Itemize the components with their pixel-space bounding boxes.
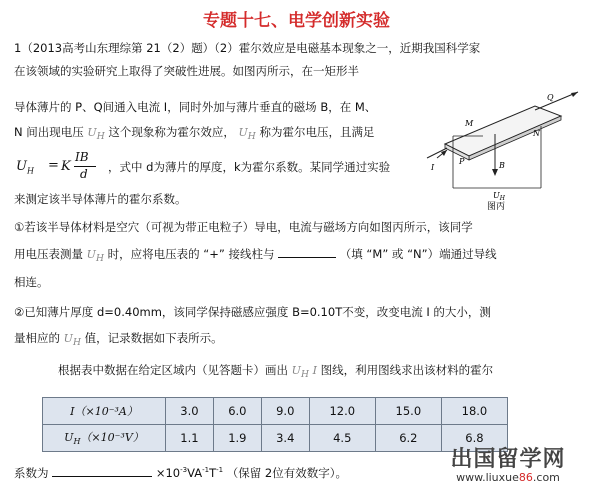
problem-line-11 [14, 330, 223, 351]
uh-symbol-5: $U_H$ [291, 364, 309, 381]
lead-q [535, 92, 578, 110]
problem-line-12 [58, 362, 493, 383]
figure-caption: 图丙 [487, 202, 506, 210]
table-cell: 3.4 [261, 425, 309, 452]
table-row [43, 398, 508, 425]
problem-line-2: 在该领域的实验研究上取得了突破性进展。如图丙所示，在一矩形半 [14, 64, 359, 78]
watermark-url[interactable]: www.liuxue86.com [456, 471, 560, 484]
line8-text-a: 用电压表测量 [14, 247, 83, 261]
formula-lhs: $U_H$ [16, 159, 34, 176]
problem-line-1: 1（2013高考山东理综第 21（2）题）（2）霍尔效应是电磁基本现象之一，近期我国科学家 [14, 41, 481, 55]
answer-blank-terminal[interactable] [278, 246, 336, 258]
uh-symbol-3: $U_H$ [86, 248, 104, 265]
table-cell: 15.0 [375, 398, 441, 425]
answer-text-a: 系数为 [14, 465, 49, 480]
table-cell: 6.8 [441, 425, 507, 452]
line12-text-b: 图线，利用图线求出该材料的霍尔 [320, 363, 494, 377]
line12-text-a: 根据表中数据在给定区域内（见答题卡）画出 [58, 363, 288, 377]
answer-text-b: ×10 [155, 465, 181, 480]
line8-text-b: 时，应将电压表的 “+” 接线柱与 [107, 247, 275, 261]
uh-symbol: $U_H$ [87, 126, 105, 143]
table-cell: 6.0 [213, 398, 261, 425]
table-cell: 9.0 [261, 398, 309, 425]
uh-symbol-4: $U_H$ [63, 332, 81, 349]
label-p: P [459, 157, 465, 166]
table-cell: 1.9 [213, 425, 261, 452]
problem-line-6: 来测定该半导体薄片的霍尔系数。 [14, 192, 187, 206]
table-cell: 1.1 [166, 425, 214, 452]
answer-blank-coefficient[interactable] [52, 465, 152, 477]
label-b: B [499, 161, 505, 170]
problem-line-7: ①若该半导体材料是空穴（可视为带正电粒子）导电，电流与磁场方向如图丙所示，该同学 [14, 220, 473, 234]
table-cell: 6.2 [375, 425, 441, 452]
problem-line-5: ，式中 d为薄片的厚度，k为霍尔系数。某同学通过实验 [108, 160, 391, 174]
answer-line: 系数为 $\times 10^{-3}VA^{-1}T^{-1}$ （保留 2位有效数字）。 [14, 465, 347, 480]
hall-effect-figure [423, 86, 583, 210]
problem-line-4 [14, 124, 374, 145]
site-watermark [433, 442, 583, 484]
page-title: 专题十七、电学创新实验 [203, 11, 390, 31]
line4-text-c: 称为霍尔电压，且满足 [259, 125, 375, 139]
table-cell: 3.0 [166, 398, 214, 425]
problem-line-3: 导体薄片的 P、Q间通入电流 I，同时外加与薄片垂直的磁场 B，在 M、 [14, 100, 377, 114]
line4-text-b: 这个现象称为霍尔效应， [108, 125, 235, 139]
line11-text-a: 量相应的 [14, 331, 60, 345]
table-cell: 12.0 [309, 398, 375, 425]
watermark-title: 出国留学网 [450, 447, 566, 472]
formula-numerator: IB [75, 150, 89, 164]
problem-line-9: 相连。 [14, 275, 49, 289]
line4-text-a: N 间出现电压 [14, 125, 84, 139]
label-q: Q [547, 93, 554, 102]
problem-line-10: ②已知薄片厚度 d=0.40mm，该同学保持磁感应强度 B=0.10T不变，改变电流 I 的大小，测 [14, 305, 491, 319]
uh-symbol-2: $U_H$ [238, 126, 256, 143]
answer-text-e: （保留 2位有效数字）。 [226, 465, 347, 480]
table-header-voltage: $U_H(\times 10^{-3}V)$ [43, 425, 166, 452]
label-n: N [533, 129, 540, 138]
i-symbol: I [312, 364, 317, 377]
label-uh: $U_H$ [493, 191, 505, 202]
table-cell: 18.0 [441, 398, 507, 425]
label-m: M [465, 119, 474, 128]
formula-denominator: d [80, 167, 88, 181]
label-i: I [431, 163, 435, 172]
line8-text-c: （填 “M” 或 “N”）端通过导线 [339, 247, 497, 261]
formula-equals: = [48, 158, 59, 173]
table-header-current: I（×10⁻³A） [43, 398, 166, 425]
line11-text-b: 值，记录数据如下表所示。 [84, 331, 223, 345]
hall-formula [14, 150, 108, 184]
table-cell: 4.5 [309, 425, 375, 452]
semiconductor-slab [445, 106, 561, 156]
formula-k: K [61, 159, 71, 174]
problem-line-8 [14, 246, 497, 267]
